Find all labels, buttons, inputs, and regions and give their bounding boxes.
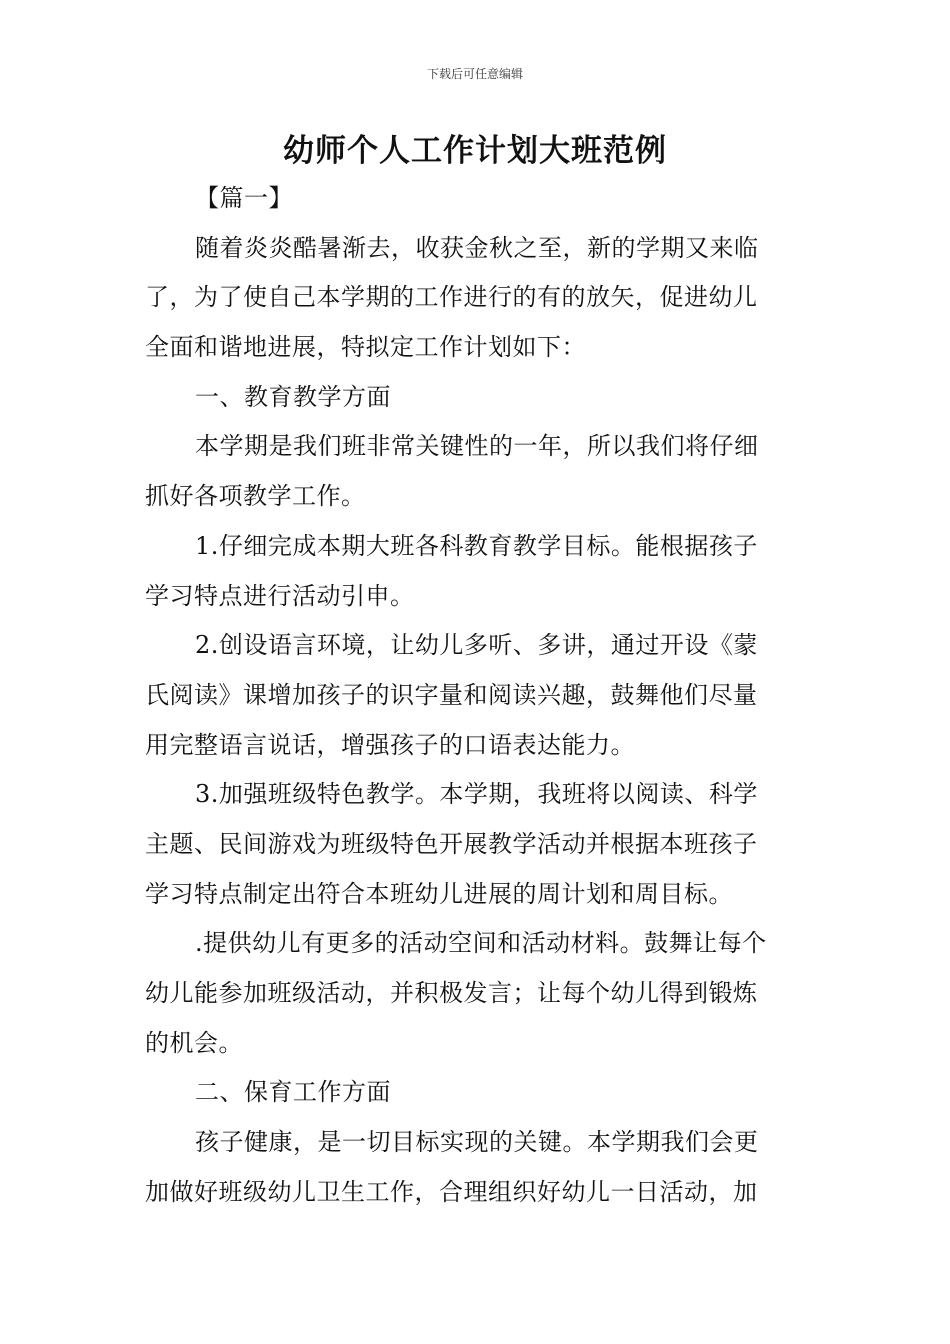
document-body <box>145 174 807 1217</box>
text-line: 了，为了使自己本学期的工作进行的有的放矢，促进幼儿 <box>145 283 758 312</box>
text-line: 全面和谐地进展，特拟定工作计划如下： <box>145 333 586 362</box>
text-line: 氏阅读》课增加孩子的识字量和阅读兴趣，鼓舞他们尽量 <box>145 680 758 709</box>
text-line: 的机会。 <box>145 1028 243 1057</box>
text-line: 用完整语言说话，增强孩子的口语表达能力。 <box>145 730 635 759</box>
text-line: 主题、民间游戏为班级特色开展教学活动并根据本班孩子 <box>145 829 758 858</box>
text-line: 2.创设语言环境，让幼儿多听、多讲，通过开设《蒙 <box>195 631 758 660</box>
text-line: 一、教育教学方面 <box>195 382 391 411</box>
text-line: 抓好各项教学工作。 <box>145 482 366 511</box>
section-label: 【篇一】 <box>195 184 293 212</box>
text-line: 学习特点进行活动引申。 <box>145 581 415 610</box>
paragraph-lines <box>145 224 807 1218</box>
text-line: .提供幼儿有更多的活动空间和活动材料。鼓舞让每个 <box>195 929 767 958</box>
text-line: 随着炎炎酷暑渐去，收获金秋之至，新的学期又来临 <box>195 233 759 262</box>
text-line: 3.加强班级特色教学。本学期，我班将以阅读、科学 <box>195 780 758 809</box>
text-line: 幼儿能参加班级活动，并积极发言；让每个幼儿得到锻炼 <box>145 979 758 1007</box>
text-line: 孩子健康，是一切目标实现的关键。本学期我们会更 <box>195 1128 759 1157</box>
header-note: 下载后可任意编辑 <box>426 67 523 81</box>
text-line: 二、保育工作方面 <box>195 1078 391 1107</box>
text-line: 加做好班级幼儿卫生工作，合理组织好幼儿一日活动，加 <box>145 1177 758 1206</box>
text-line: 学习特点制定出符合本班幼儿进展的周计划和周目标。 <box>145 879 733 908</box>
text-line: 本学期是我们班非常关键性的一年，所以我们将仔细 <box>195 432 759 461</box>
document-title: 幼师个人工作计划大班范例 <box>283 133 667 169</box>
text-line: 1.仔细完成本期大班各科教育教学目标。能根据孩子 <box>195 531 758 560</box>
